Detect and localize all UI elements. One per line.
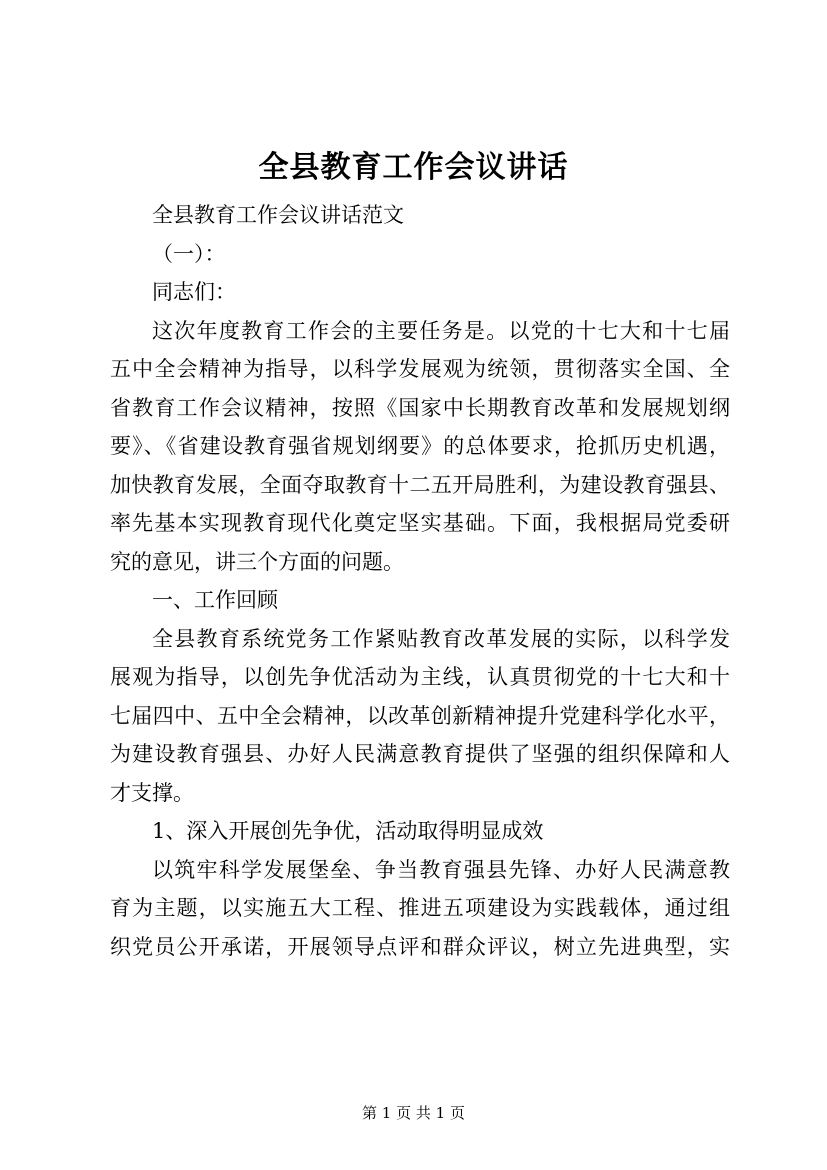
body-line: （一）：: [152, 241, 226, 266]
body-line: 展观为指导，以创先争优活动为主线，认真贯彻党的十七大和十: [110, 665, 730, 689]
body-line: 育为主题，以实施五大工程、推进五项建设为实践载体，通过组: [110, 896, 730, 920]
body-line: 才支撑。: [110, 780, 194, 805]
body-line: 省教育工作会议精神，按照《国家中长期教育改革和发展规划纲: [110, 395, 730, 420]
document-body: [110, 196, 730, 966]
text-lines: [110, 196, 730, 966]
body-line: 这次年度教育工作会的主要任务是。以党的十七大和十七届: [152, 318, 730, 343]
body-line: 为建设教育强县、办好人民满意教育提供了坚强的组织保障和人: [110, 742, 730, 766]
body-line: 七届四中、五中全会精神，以改革创新精神提升党建科学化水平，: [110, 703, 730, 728]
document-title: 全县教育工作会议讲话: [258, 150, 569, 185]
body-line: 1、深入开展创先争优，活动取得明显成效: [152, 819, 544, 843]
body-line: 五中全会精神为指导，以科学发展观为统领，贯彻落实全国、全: [110, 357, 730, 381]
page-footer: 第 1 页 共 1 页: [362, 1104, 465, 1122]
body-line: 要》、《省建设教育强省规划纲要》的总体要求，抢抓历史机遇，: [110, 434, 730, 458]
body-line: 同志们：: [152, 280, 236, 304]
body-line: 织党员公开承诺，开展领导点评和群众评议，树立先进典型，实: [110, 934, 730, 959]
body-line: 加快教育发展，全面夺取教育十二五开局胜利，为建设教育强县、: [110, 472, 730, 497]
body-line: 以筑牢科学发展堡垒、争当教育强县先锋、办好人民满意教: [152, 857, 730, 882]
body-line: 一、工作回顾: [152, 588, 278, 612]
body-line: 率先基本实现教育现代化奠定坚实基础。下面，我根据局党委研: [110, 511, 730, 535]
body-line: 全县教育工作会议讲话范文: [152, 203, 404, 227]
body-line: 全县教育系统党务工作紧贴教育改革发展的实际，以科学发: [152, 626, 730, 651]
body-line: 究的意见，讲三个方面的问题。: [110, 549, 404, 574]
